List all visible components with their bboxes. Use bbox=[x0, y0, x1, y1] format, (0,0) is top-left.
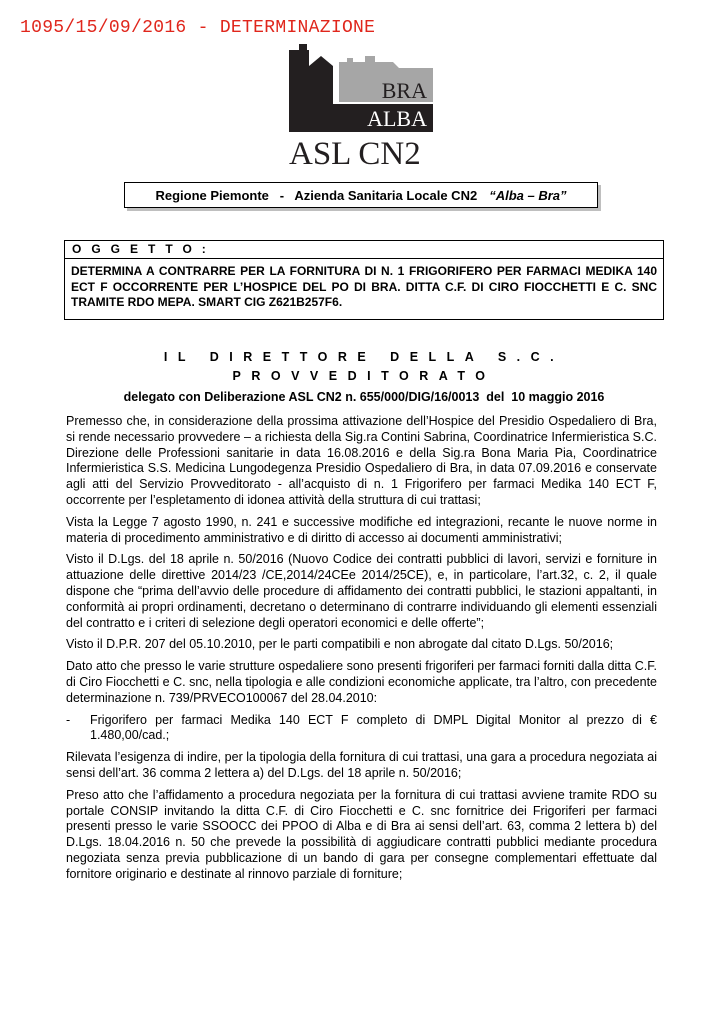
logo-alba: ALBA bbox=[367, 106, 427, 131]
list-item bbox=[66, 713, 657, 745]
bullet-text: Frigorifero per farmaci Medika 140 ECT F completo di DMPL Digital Monitor al prezzo di € 1.480,00/cad.; bbox=[90, 712, 657, 743]
director-line1: IL DIRETTORE DELLA S.C. bbox=[163, 350, 565, 364]
delegato-line: delegato con Deliberazione ASL CN2 n. 655/000/DIG/16/0013 del 10 maggio 2016 bbox=[123, 390, 605, 404]
paragraph-preso-atto: Preso atto che l’affidamento a procedura negoziata per la fornitura di cui trattasi avviene tramite RDO su portale CONSIP invitando la ditta C.F. di Ciro Fiocchetti e C. snc fornitrice dei Frigoriferi per farmaci presenti presso le varie SSOOCC dei PPOO di Alba e di Bra ai sensi dell’art. 63, comma 2 lettera b) del D.Lgs. 18.04.2016 n. 50 che prevede la possibilità di aggiudicare contratti pubblici mediante procedura negoziata senza previa pubblicazione di un bando di gara per consegne complementari effettuate dal fornitore originario e destinate al rinnovo parziale di forniture; bbox=[66, 787, 657, 881]
paragraph-premesso: Premesso che, in considerazione della prossima attivazione dell’Hospice del Presidio Ospedaliero di Bra, si rende necessario provvedere – a richiesta della Sig.ra Contini Sabrina, Coordinatrice Infermieristica S.C. Direzione delle Professioni sanitarie in data 16.08.2016 e della Sig.ra Bona Maria Pia, Coordinatrice Infermieristica S.S. Medicina Lungodegenza Presidio Ospedaliero di Bra, in data 07.09.2016 e conservate agli atti del Servizio Provveditorato - all’acquisto di n. 1 Frigorifero per farmaci Medika 140 ECT F, occorrente per l’espletamento di idonea attività della struttura di cui trattasi; bbox=[66, 414, 657, 507]
region-italic: “Alba – Bra” bbox=[489, 187, 567, 203]
oggetto-heading: OGGETTO: bbox=[65, 241, 663, 259]
paragraph-dlgs: Visto il D.Lgs. del 18 aprile n. 50/2016 (Nuovo Codice dei contratti pubblici di lavori, servizi e forniture in attuazione delle direttive 2014/23 /CE,2014/24CEe 2014/25CE), e, in particolare, l’art.32, c. 2, il quale dispone che “prima dell’avvio delle procedure di affidamento dei contratti pubblici, le stazioni appaltanti, in conformità ai propri ordinamenti, decretano o determinano di contrarre individuando gli elementi essenziali del contratto e i criteri di selezione degli operatori economici e delle offerte”; bbox=[66, 552, 657, 630]
paragraph-dpr: Visto il D.P.R. 207 del 05.10.2010, per le parti compatibili e non abrogate dal citato D.Lgs. 50/2016; bbox=[66, 637, 614, 652]
oggetto-text: DETERMINA A CONTRARRE PER LA FORNITURA DI N. 1 FRIGORIFERO PER FARMACI MEDIKA 140 ECT F OCCORRENTE PER L’HOSPICE DEL PO DI BRA. DITTA C.F. DI CIRO FIOCCHETTI E C. SNC TRAMITE RDO MEPA. SMART CIG Z621B257F6. bbox=[71, 264, 657, 309]
region-banner bbox=[124, 182, 598, 208]
logo-graphic bbox=[287, 40, 437, 168]
director-heading bbox=[64, 348, 664, 386]
paragraph-dato-atto: Dato atto che presso le varie strutture ospedaliere sono presenti frigoriferi per farmaci forniti dalla ditta C.F. di Ciro Fiocchetti e C. snc, nella tipologia e alle condizioni economiche applicate, tra l’altro, con precedente determinazione n. 739/PRVECO100067 del 28.04.2010: bbox=[66, 659, 657, 705]
bullet-dash: - bbox=[66, 712, 71, 727]
logo-asl-cn2: ASL CN2 bbox=[289, 136, 421, 168]
oggetto-box bbox=[64, 240, 664, 320]
paragraph-rilevata: Rilevata l’esigenza di indire, per la tipologia della fornitura di cui trattasi, una gara a procedura negoziata ai sensi dell’art. 36 comma 2 lettera a) del D.Lgs. del 18 aprile n. 50/2016; bbox=[66, 750, 657, 780]
asl-cn2-logo bbox=[287, 40, 437, 168]
director-line2: PROVVEDITORATO bbox=[232, 369, 496, 383]
region-label: Regione Piemonte - Azienda Sanitaria Locale CN2 bbox=[155, 187, 478, 203]
paragraph-legge: Vista la Legge 7 agosto 1990, n. 241 e successive modifiche ed integrazioni, recante le nuove norme in materia di procedimento amministrativo e di diritto di accesso ai documenti amministrativi; bbox=[66, 514, 657, 545]
logo-bra: BRA bbox=[381, 78, 427, 103]
document-body bbox=[66, 414, 657, 889]
protocol-stamp: 1095/15/09/2016 - DETERMINAZIONE bbox=[20, 18, 376, 38]
